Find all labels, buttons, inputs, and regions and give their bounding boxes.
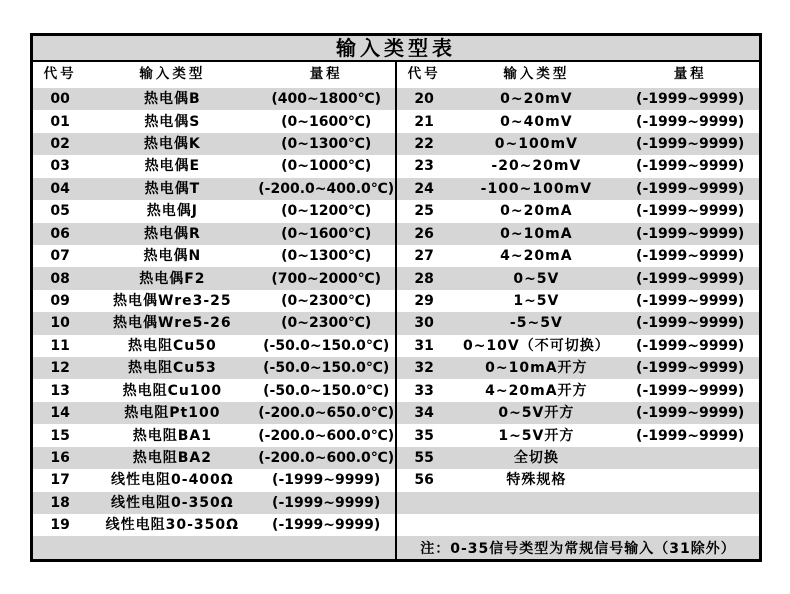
cell-code: 02 [50,136,70,153]
cell-code: 35 [414,427,434,444]
table-row [397,379,759,401]
header-row-right [397,62,759,88]
cell-type: 线性电阻30-350Ω [105,517,240,534]
cell-type: -5~5V [509,315,563,332]
table-row [33,357,395,379]
cell-type: 热电偶F2 [139,270,206,287]
table-row [397,424,759,446]
table-row [33,469,395,491]
table-left-half [33,62,395,559]
cell-code: 12 [50,360,70,377]
cell-range: (-1999~9999) [636,91,745,108]
cell-code: 19 [50,517,70,534]
table-right-half [395,62,759,559]
table-row [33,312,395,334]
cell-range: (-1999~9999) [636,315,745,332]
cell-range: (-50.0~150.0℃) [263,382,390,399]
cell-range: (-1999~9999) [636,382,745,399]
cell-type: 0~10mA [500,225,573,242]
cell-range: (0~2300℃) [281,315,372,332]
cell-type: 热电阻Cu50 [127,337,217,354]
table-row [33,290,395,312]
table-row [397,200,759,222]
cell-range: (-1999~9999) [636,113,745,130]
cell-range: (0~1200℃) [281,203,372,220]
cell-range: (0~2300℃) [281,293,372,309]
table-row [33,536,395,558]
cell-type: 0~100mV [494,136,578,153]
cell-code: 27 [414,248,434,265]
cell-code: 21 [414,113,434,130]
input-type-table [30,33,762,562]
cell-type: 0~5V开方 [498,405,575,422]
cell-range: (-1999~9999) [636,405,745,422]
table-row [33,133,395,155]
cell-type: 热电偶J [146,203,198,220]
cell-code: 05 [50,203,70,220]
cell-range: (-50.0~150.0℃) [263,360,390,377]
table-row [33,223,395,245]
cell-code: 23 [414,158,434,175]
note-row [397,536,759,558]
cell-code: 11 [50,337,70,354]
cell-range: (0~1600℃) [281,225,372,242]
cell-type: 热电偶T [144,180,201,197]
table-row [397,155,759,177]
table-row [397,110,759,132]
cell-range: (-1999~9999) [636,270,745,287]
cell-range: (-1999~9999) [636,337,745,354]
table-row [397,178,759,200]
cell-type: 0~10V（不可切换） [462,337,610,354]
note-text: 注：0-35信号类型为常规信号输入（31除外） [420,540,736,557]
cell-type: 热电阻Cu53 [127,360,217,377]
cell-range: (0~1000℃) [281,158,372,175]
cell-type: 线性电阻0-350Ω [111,494,234,511]
cell-range: (-1999~9999) [636,180,745,197]
cell-type: -100~100mV [480,180,593,197]
table-row [33,492,395,514]
table-row [33,447,395,469]
cell-type: 热电偶R [143,225,201,242]
cell-type: 热电阻Cu100 [122,382,223,399]
col-header-range: 量程 [309,66,343,83]
table-row [397,402,759,424]
cell-range: (-1999~9999) [636,225,745,242]
cell-type: 0~20mA [500,203,573,220]
cell-type: 0~5V [513,270,560,287]
table-row [397,133,759,155]
table-row [397,290,759,312]
cell-code: 07 [50,248,70,265]
cell-type: 全切换 [513,449,559,466]
cell-code: 14 [50,405,70,422]
table-row [397,447,759,469]
cell-code: 22 [414,136,434,153]
col-header-range: 量程 [673,66,707,83]
table-row [397,335,759,357]
cell-type: 热电阻BA1 [132,427,212,444]
cell-code: 01 [50,113,70,130]
cell-range: (-200.0~400.0℃) [258,180,395,197]
table-row [397,514,759,536]
table-row [33,379,395,401]
table-row [33,402,395,424]
cell-range: (-1999~9999) [636,360,745,377]
table-row [33,200,395,222]
cell-type: 热电阻BA2 [132,449,212,466]
header-row-left [33,62,395,88]
col-header-type: 输入类型 [139,66,206,83]
table-body [33,62,759,559]
cell-range: (0~1300℃) [281,248,372,265]
cell-code: 32 [414,360,434,377]
cell-code: 20 [414,91,434,108]
col-header-code: 代号 [407,66,441,83]
cell-type: 4~20mA [500,248,573,265]
cell-type: 0~10mA开方 [485,360,588,377]
cell-range: (700~2000℃) [271,270,382,287]
table-row [33,424,395,446]
cell-range: (-1999~9999) [272,472,381,489]
cell-code: 26 [414,225,434,242]
cell-range: (-1999~9999) [272,517,381,534]
table-row [33,335,395,357]
cell-code: 33 [414,382,434,399]
cell-type: 热电偶S [144,113,201,130]
table-row [33,178,395,200]
cell-range: (-50.0~150.0℃) [263,337,390,354]
cell-range: (0~1600℃) [281,113,372,130]
cell-code: 15 [50,427,70,444]
cell-type: -20~20mV [491,158,582,175]
table-row [397,312,759,334]
cell-code: 08 [50,270,70,287]
cell-range: (-200.0~600.0℃) [258,427,395,444]
table-row [33,514,395,536]
cell-type: 热电偶Wre5-26 [113,315,232,332]
cell-code: 18 [50,494,70,511]
cell-type: 热电阻Pt100 [124,405,221,422]
cell-code: 31 [414,337,434,354]
cell-range: (-1999~9999) [636,248,745,265]
cell-type: 线性电阻0-400Ω [111,472,234,489]
table-row [397,223,759,245]
cell-type: 热电偶B [144,91,201,108]
table-row [33,245,395,267]
table-row [397,492,759,514]
cell-range: (400~1800℃) [271,91,382,108]
cell-code: 09 [50,293,70,309]
cell-range: (-1999~9999) [636,136,745,153]
cell-code: 24 [414,180,434,197]
cell-type: 热电偶N [143,248,202,265]
cell-type: 1~5V开方 [498,427,575,444]
table-row [33,88,395,110]
cell-range: (-1999~9999) [636,427,745,444]
cell-range: (-1999~9999) [636,158,745,175]
cell-code: 10 [50,315,70,332]
table-row [33,155,395,177]
cell-type: 热电偶E [144,158,201,175]
col-header-type: 输入类型 [503,66,570,83]
cell-code: 34 [414,405,434,422]
table-row [397,267,759,289]
cell-code: 17 [50,472,70,489]
cell-code: 55 [414,449,434,466]
cell-type: 0~20mV [500,91,573,108]
cell-code: 06 [50,225,70,242]
cell-code: 29 [414,293,434,309]
cell-code: 00 [50,91,70,108]
cell-code: 25 [414,203,434,220]
cell-type: 4~20mA开方 [485,382,588,399]
table-row [397,357,759,379]
cell-code: 16 [50,449,70,466]
cell-range: (-200.0~600.0℃) [258,449,395,466]
table-row [397,245,759,267]
cell-code: 56 [414,472,434,489]
cell-range: (-1999~9999) [636,293,745,309]
cell-code: 13 [50,382,70,399]
cell-range: (-200.0~650.0℃) [258,405,395,422]
table-row [33,267,395,289]
cell-code: 03 [50,158,70,175]
table-title: 输入类型表 [33,36,759,62]
cell-code: 30 [414,315,434,332]
table-row [397,88,759,110]
col-header-code: 代号 [43,66,77,83]
cell-type: 特殊规格 [506,472,567,489]
cell-range: (-1999~9999) [636,203,745,220]
table-row [33,110,395,132]
cell-code: 04 [50,180,70,197]
cell-range: (-1999~9999) [272,494,381,511]
cell-type: 热电偶Wre3-25 [113,293,232,309]
cell-range: (0~1300℃) [281,136,372,153]
cell-code: 28 [414,270,434,287]
cell-type: 1~5V [513,293,560,309]
cell-type: 热电偶K [143,136,201,153]
cell-type: 0~40mV [500,113,573,130]
table-row [397,469,759,491]
